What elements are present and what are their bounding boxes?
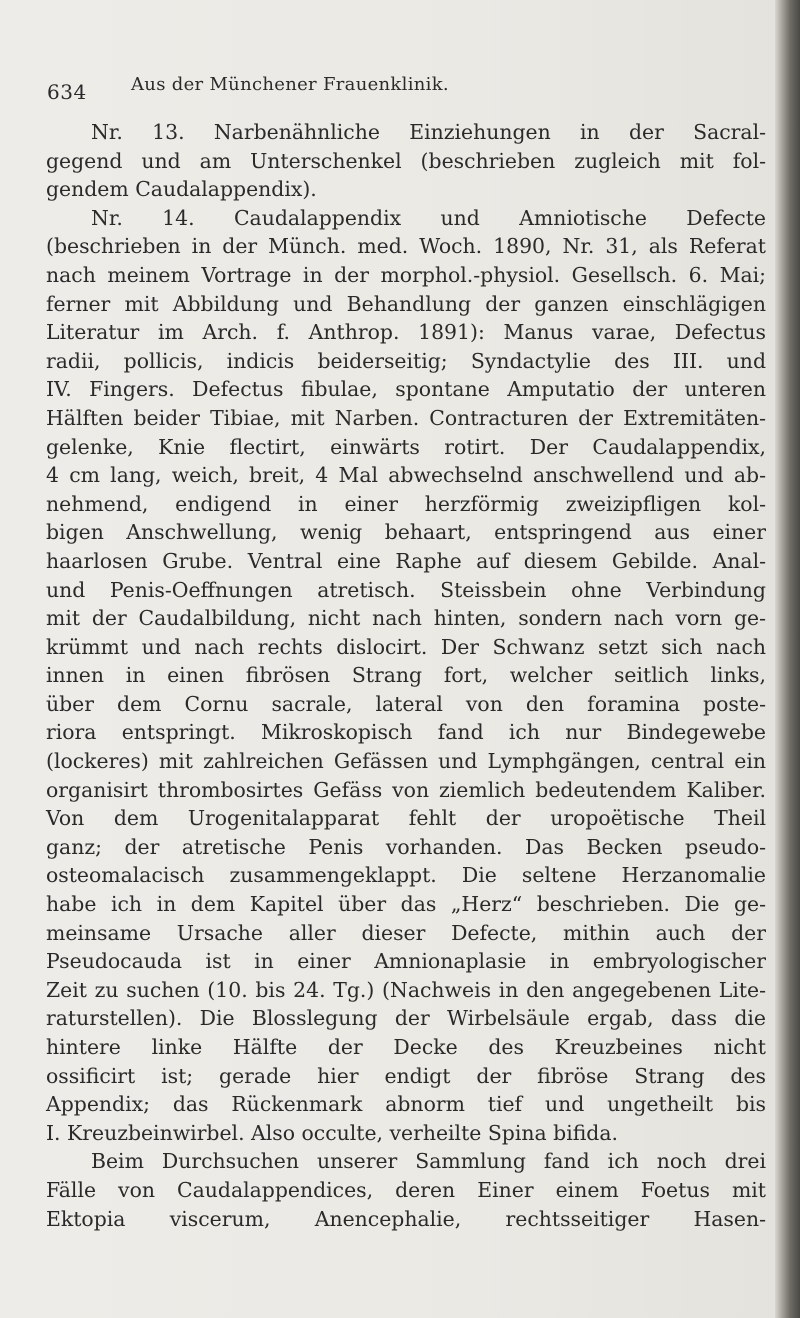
text-line: Hälften beider Tibiae, mit Narben. Contracturen der Extremitäten- [46,405,766,430]
text-line: Pseudocauda ist in einer Amnionaplasie in embryologischer [46,949,766,974]
page-number: 634 [47,80,87,104]
text-line: Nr. 14. Caudalappendix und Amniotische Defecte [91,205,766,230]
page-binding-edge [775,0,800,1318]
text-line: raturstellen). Die Blosslegung der Wirbelsäule ergab, dass die [46,1006,766,1031]
text-line: I. Kreuzbeinwirbel. Also occulte, verheilte Spina bifida. [46,1120,619,1145]
text-line: Zeit zu suchen (10. bis 24. Tg.) (Nachweis in den angegebenen Lite- [46,977,766,1002]
text-line: osteomalacisch zusammengeklappt. Die seltene Herzanomalie [46,863,766,888]
text-line: gegend und am Unterschenkel (beschrieben zugleich mit fol- [46,148,766,173]
text-line: haarlosen Grube. Ventral eine Raphe auf diesem Gebilde. Anal- [46,548,766,573]
text-line: organisirt thrombosirtes Gefäss von ziemlich bedeutendem Kaliber. [46,777,766,802]
text-line: bigen Anschwellung, wenig behaart, entspringend aus einer [46,520,766,545]
text-line: (lockeres) mit zahlreichen Gefässen und Lymphgängen, central ein [46,749,766,774]
page-header [47,74,747,104]
text-line: Literatur im Arch. f. Anthrop. 1891): Manus varae, Defectus [46,320,766,345]
running-head: Aus der Münchener Frauenklinik. [131,74,449,95]
text-line: radii, pollicis, indicis beiderseitig; Syndactylie des III. und [46,348,766,373]
text-line: nach meinem Vortrage in der morphol.-physiol. Gesellsch. 6. Mai; [46,262,766,287]
text-line: Fälle von Caudalappendices, deren Einer einem Foetus mit [46,1177,766,1202]
text-line: und Penis-Oeffnungen atretisch. Steissbein ohne Verbindung [46,577,766,602]
text-line: ganz; der atretische Penis vorhanden. Das Becken pseudo- [46,834,766,859]
text-line: (beschrieben in der Münch. med. Woch. 1890, Nr. 31, als Referat [46,234,766,259]
body-text [46,118,766,1233]
text-line: habe ich in dem Kapitel über das „Herz“ beschrieben. Die ge- [46,892,766,917]
text-line: über dem Cornu sacrale, lateral von den foramina poste- [46,691,766,716]
text-line: krümmt und nach rechts dislocirt. Der Schwanz setzt sich nach [46,634,766,659]
text-line: ossificirt ist; gerade hier endigt der fibröse Strang des [46,1063,766,1088]
text-line: ferner mit Abbildung und Behandlung der ganzen einschlägigen [46,291,766,316]
text-line: Von dem Urogenitalapparat fehlt der uropoëtische Theil [46,806,766,831]
text-line: Nr. 13. Narbenähnliche Einziehungen in der Sacral- [91,120,766,144]
text-line: riora entspringt. Mikroskopisch fand ich nur Bindegewebe [46,720,766,745]
text-line: Appendix; das Rückenmark abnorm tief und ungetheilt bis [46,1092,766,1117]
text-line: mit der Caudalbildung, nicht nach hinten, sondern nach vorn ge- [46,606,766,631]
text-line: gendem Caudalappendix). [46,177,317,202]
text-line: innen in einen fibrösen Strang fort, welcher seitlich links, [46,663,766,688]
text-line: 4 cm lang, weich, breit, 4 Mal abwechselnd anschwellend und ab- [46,463,766,488]
text-line: nehmend, endigend in einer herzförmig zweizipfligen kol- [46,491,766,516]
text-line: gelenke, Knie flectirt, einwärts rotirt. Der Caudalappendix, [46,434,766,459]
text-line: Ektopia viscerum, Anencephalie, rechtsseitiger Hasen- [46,1206,766,1231]
text-line: meinsame Ursache aller dieser Defecte, mithin auch der [46,920,766,945]
text-line: Beim Durchsuchen unserer Sammlung fand ich noch drei [91,1149,766,1174]
text-line: IV. Fingers. Defectus fibulae, spontane Amputatio der unteren [46,377,766,402]
text-line: hintere linke Hälfte der Decke des Kreuzbeines nicht [46,1035,766,1059]
